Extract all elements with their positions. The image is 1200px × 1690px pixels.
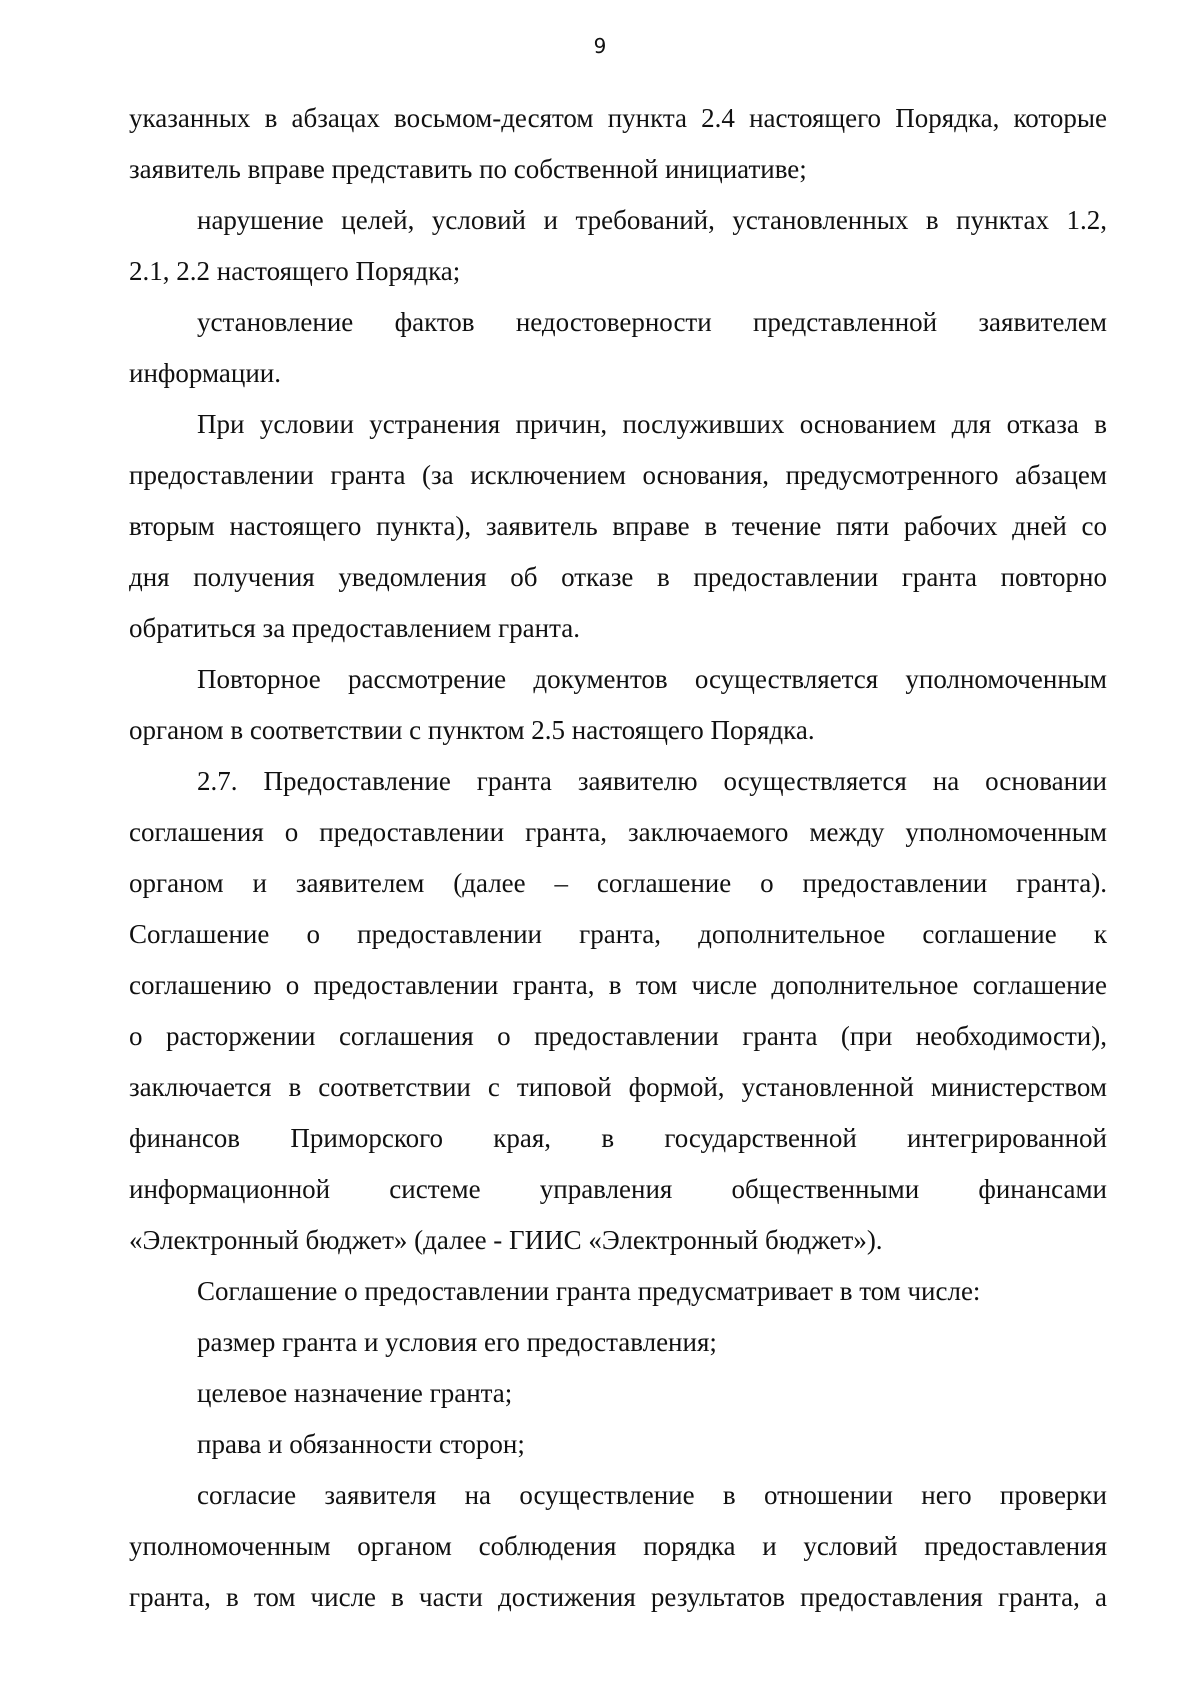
document-body bbox=[129, 93, 1107, 1623]
text-line: согласие заявителя на осуществление в отношении него проверки bbox=[197, 1480, 1107, 1510]
text-line: «Электронный бюджет» (далее - ГИИС «Электронный бюджет»). bbox=[129, 1225, 883, 1255]
text-line: заявитель вправе представить по собственной инициативе; bbox=[129, 154, 807, 184]
text-line: заключается в соответствии с типовой формой, установленной министерством bbox=[129, 1072, 1107, 1102]
text-line: соглашения о предоставлении гранта, заключаемого между уполномоченным bbox=[129, 817, 1107, 847]
text-line: 2.7. Предоставление гранта заявителю осуществляется на основании bbox=[197, 766, 1107, 796]
text-line: Повторное рассмотрение документов осуществляется уполномоченным bbox=[197, 664, 1107, 694]
text-line: предоставлении гранта (за исключением основания, предусмотренного абзацем bbox=[129, 460, 1107, 490]
text-line: 2.1, 2.2 настоящего Порядка; bbox=[129, 256, 461, 286]
text-line: информационной системе управления общественными финансами bbox=[129, 1174, 1107, 1204]
text-line: Соглашение о предоставлении гранта предусматривает в том числе: bbox=[197, 1276, 981, 1306]
text-line: о расторжении соглашения о предоставлении гранта (при необходимости), bbox=[129, 1021, 1107, 1051]
text-line: информации. bbox=[129, 358, 281, 388]
text-line: органом в соответствии с пунктом 2.5 настоящего Порядка. bbox=[129, 715, 815, 745]
text-line: соглашению о предоставлении гранта, в том числе дополнительное соглашение bbox=[129, 970, 1107, 1000]
text-line: права и обязанности сторон; bbox=[197, 1429, 525, 1459]
text-line: указанных в абзацах восьмом-десятом пункта 2.4 настоящего Порядка, которые bbox=[129, 103, 1107, 133]
text-line: вторым настоящего пункта), заявитель вправе в течение пяти рабочих дней со bbox=[129, 511, 1107, 541]
text-line: нарушение целей, условий и требований, установленных в пунктах 1.2, bbox=[197, 205, 1107, 235]
text-line: обратиться за предоставлением гранта. bbox=[129, 613, 580, 643]
text-line: размер гранта и условия его предоставления; bbox=[197, 1327, 717, 1357]
text-line: При условии устранения причин, послуживших основанием для отказа в bbox=[197, 409, 1107, 439]
text-line: органом и заявителем (далее – соглашение о предоставлении гранта). bbox=[129, 868, 1107, 898]
text-line: дня получения уведомления об отказе в предоставлении гранта повторно bbox=[129, 562, 1107, 592]
text-line: Соглашение о предоставлении гранта, дополнительное соглашение к bbox=[129, 919, 1107, 949]
text-line: целевое назначение гранта; bbox=[197, 1378, 513, 1408]
text-line: установление фактов недостоверности представленной заявителем bbox=[197, 307, 1107, 337]
text-line: финансов Приморского края, в государственной интегрированной bbox=[129, 1123, 1107, 1153]
text-line: гранта, в том числе в части достижения результатов предоставления гранта, а bbox=[129, 1582, 1107, 1612]
text-line: уполномоченным органом соблюдения порядка и условий предоставления bbox=[129, 1531, 1107, 1561]
page-number: 9 bbox=[593, 34, 607, 58]
